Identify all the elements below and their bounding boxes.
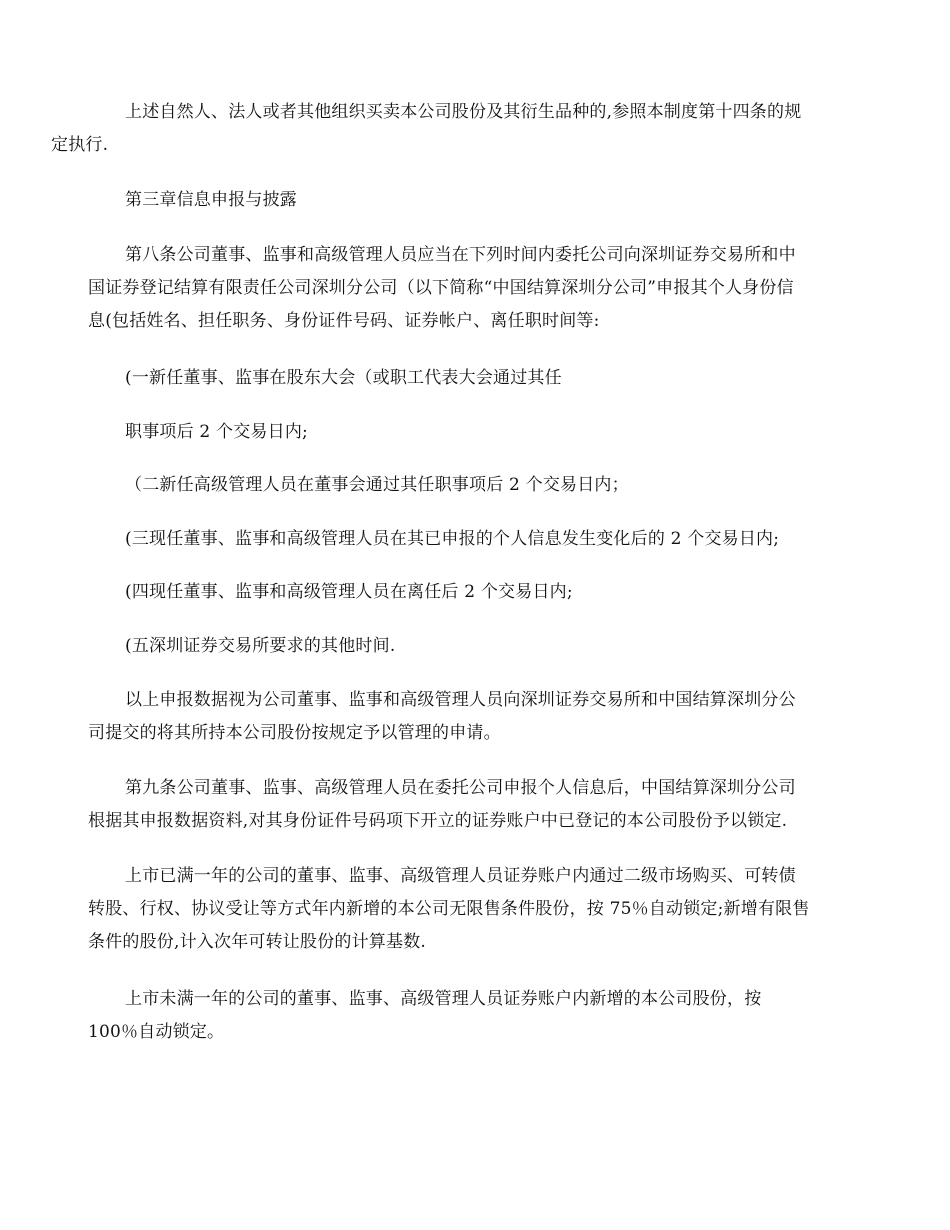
text-line: 上市已满一年的公司的董事、监事、高级管理人员证券账户内通过二级市场购买、可转债 [125, 866, 796, 886]
list-item-1 [88, 362, 868, 395]
paragraph-declaration-data [88, 684, 868, 750]
text-line: (三现任董事、监事和高级管理人员在其已申报的个人信息发生变化后的 2 个交易日内; [125, 529, 780, 549]
text-line: 息(包括姓名、担任职务、身份证件号码、证券帐户、离任职时间等: [88, 311, 600, 331]
text-line: (五深圳证券交易所要求的其他时间. [125, 636, 396, 656]
text-line: 上市未满一年的公司的董事、监事、高级管理人员证券账户内新增的本公司股份，按 [125, 989, 762, 1009]
list-item-3 [88, 523, 868, 556]
text-line: (四现任董事、监事和高级管理人员在离任后 2 个交易日内; [125, 582, 573, 602]
text-line: （二新任高级管理人员在董事会通过其任职事项后 2 个交易日内； [125, 475, 629, 495]
text-line: 以上申报数据视为公司董事、监事和高级管理人员向深圳证券交易所和中国结算深圳分公 [125, 690, 796, 710]
list-item-2 [88, 469, 868, 502]
text-line: (一新任董事、监事在股东大会（或职工代表大会通过其任 [125, 368, 562, 388]
text-line: 职事项后 2 个交易日内; [125, 422, 308, 442]
paragraph-article-8 [88, 239, 868, 338]
list-item-4 [88, 576, 868, 609]
list-item-1-continued [88, 416, 868, 449]
text-line: 第八条公司董事、监事和高级管理人员应当在下列时间内委托公司向深圳证券交易所和中 [125, 245, 796, 265]
text-line: 第九条公司董事、监事、高级管理人员在委托公司申报个人信息后，中国结算深圳分公司 [125, 778, 796, 798]
chapter-title: 第三章信息申报与披露 [125, 190, 297, 210]
chapter-heading [88, 184, 868, 217]
text-line: 100％自动锁定。 [88, 1022, 225, 1042]
list-item-5 [88, 630, 868, 663]
text-line: 国证券登记结算有限责任公司深圳分公司（以下简称“中国结算深圳分公司”申报其个人身份信 [88, 278, 794, 298]
text-line: 上述自然人、法人或者其他组织买卖本公司股份及其衍生品种的,参照本制度第十四条的规 [125, 102, 802, 122]
text-line: 司提交的将其所持本公司股份按规定予以管理的申请。 [88, 723, 501, 743]
text-line: 条件的股份,计入次年可转让股份的计算基数. [88, 932, 427, 952]
paragraph-related-persons-trading [51, 96, 868, 162]
paragraph-article-9 [88, 772, 868, 838]
text-line: 定执行. [51, 135, 109, 155]
paragraph-listed-under-one-year [88, 983, 868, 1049]
paragraph-listed-over-one-year [88, 860, 868, 959]
text-line: 根据其申报数据资料,对其身份证件号码项下开立的证券账户中已登记的本公司股份予以锁定. [88, 811, 788, 831]
text-line: 转股、行权、协议受让等方式年内新增的本公司无限售条件股份，按 75％自动锁定;新增有限售 [88, 899, 810, 919]
